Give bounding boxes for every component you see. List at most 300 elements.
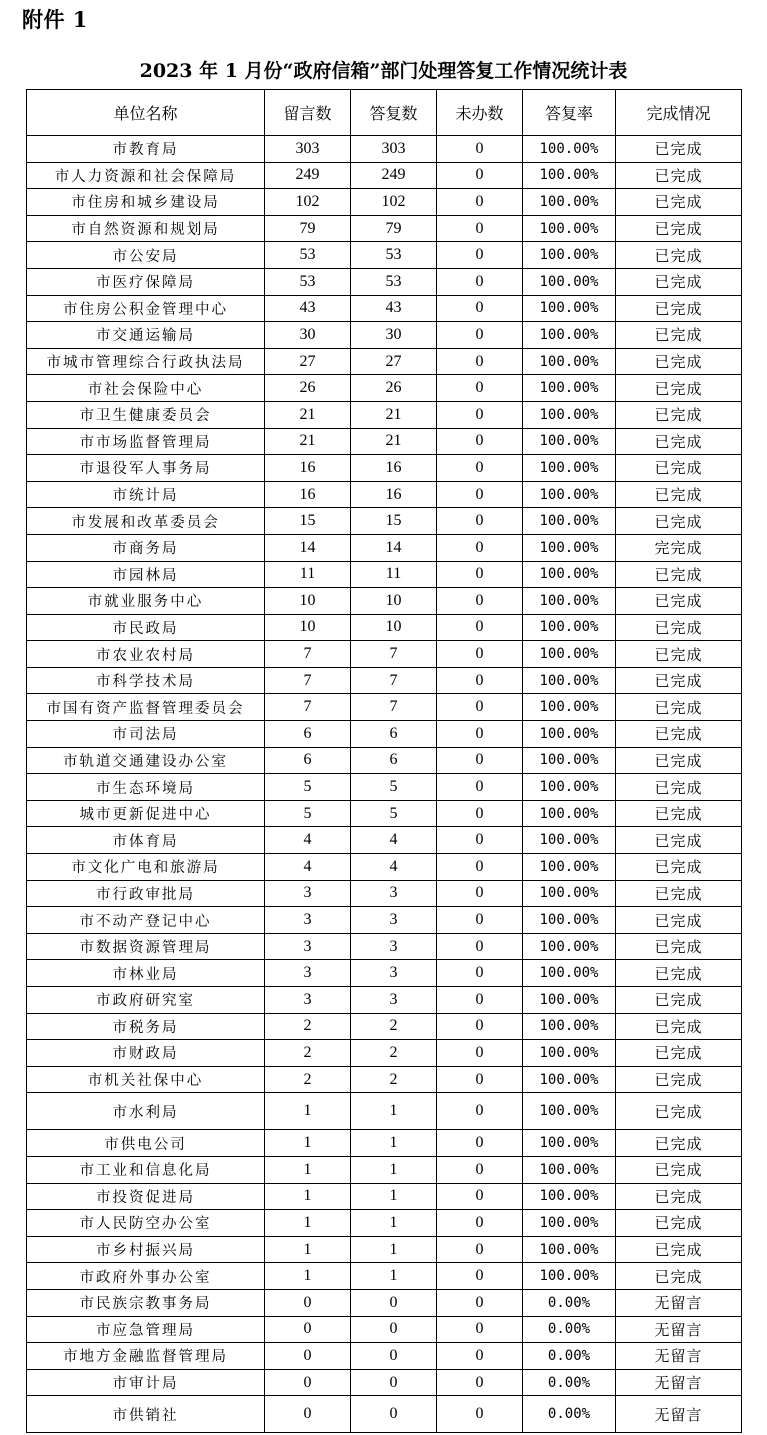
unit-name-cell: 市市场监督管理局 (27, 428, 265, 455)
pending-cell: 0 (437, 987, 523, 1014)
table-row (27, 827, 742, 854)
unit-name-cell: 市税务局 (27, 1013, 265, 1040)
reply-rate-cell: 100.00% (523, 375, 616, 402)
status-cell: 已完成 (616, 614, 742, 641)
reply-rate-cell: 100.00% (523, 455, 616, 482)
table-row (27, 1156, 742, 1183)
header-status: 完成情况 (616, 90, 742, 136)
unit-name-cell: 市司法局 (27, 721, 265, 748)
reply-rate-cell: 0.00% (523, 1316, 616, 1343)
messages-cell: 0 (265, 1316, 351, 1343)
status-cell: 已完成 (616, 774, 742, 801)
pending-cell: 0 (437, 428, 523, 455)
replies-cell: 21 (351, 428, 437, 455)
pending-cell: 0 (437, 747, 523, 774)
pending-cell: 0 (437, 1369, 523, 1396)
unit-name-cell: 市就业服务中心 (27, 588, 265, 615)
replies-cell: 1 (351, 1156, 437, 1183)
status-cell: 已完成 (616, 880, 742, 907)
replies-cell: 1 (351, 1093, 437, 1130)
messages-cell: 102 (265, 189, 351, 216)
reply-rate-cell: 0.00% (523, 1343, 616, 1370)
status-cell: 无留言 (616, 1316, 742, 1343)
table-row (27, 1066, 742, 1093)
unit-name-cell: 市民政局 (27, 614, 265, 641)
replies-cell: 15 (351, 508, 437, 535)
unit-name-cell: 市供电公司 (27, 1130, 265, 1157)
unit-name-cell: 市行政审批局 (27, 880, 265, 907)
reply-rate-cell: 100.00% (523, 242, 616, 269)
table-row (27, 455, 742, 482)
status-cell: 已完成 (616, 747, 742, 774)
reply-rate-cell: 100.00% (523, 1093, 616, 1130)
pending-cell: 0 (437, 375, 523, 402)
messages-cell: 11 (265, 561, 351, 588)
unit-name-cell: 市投资促进局 (27, 1183, 265, 1210)
messages-cell: 303 (265, 136, 351, 163)
pending-cell: 0 (437, 1013, 523, 1040)
status-cell: 已完成 (616, 189, 742, 216)
reply-rate-cell: 100.00% (523, 907, 616, 934)
table-row (27, 1343, 742, 1370)
replies-cell: 5 (351, 800, 437, 827)
table-row (27, 242, 742, 269)
reply-rate-cell: 100.00% (523, 1210, 616, 1237)
table-row (27, 1040, 742, 1067)
unit-name-cell: 市生态环境局 (27, 774, 265, 801)
messages-cell: 10 (265, 614, 351, 641)
table-row (27, 215, 742, 242)
table-row (27, 1289, 742, 1316)
unit-name-cell: 市人民防空办公室 (27, 1210, 265, 1237)
pending-cell: 0 (437, 1316, 523, 1343)
replies-cell: 0 (351, 1343, 437, 1370)
pending-cell: 0 (437, 827, 523, 854)
messages-cell: 1 (265, 1130, 351, 1157)
pending-cell: 0 (437, 1263, 523, 1290)
messages-cell: 3 (265, 907, 351, 934)
status-cell: 已完成 (616, 375, 742, 402)
messages-cell: 0 (265, 1369, 351, 1396)
table-row (27, 747, 742, 774)
status-cell: 已完成 (616, 1236, 742, 1263)
messages-cell: 3 (265, 987, 351, 1014)
replies-cell: 7 (351, 694, 437, 721)
reply-rate-cell: 100.00% (523, 428, 616, 455)
status-cell: 已完成 (616, 1210, 742, 1237)
reply-rate-cell: 100.00% (523, 401, 616, 428)
reply-rate-cell: 100.00% (523, 348, 616, 375)
messages-cell: 4 (265, 827, 351, 854)
messages-cell: 7 (265, 641, 351, 668)
status-cell: 已完成 (616, 721, 742, 748)
status-cell: 已完成 (616, 295, 742, 322)
reply-rate-cell: 100.00% (523, 136, 616, 163)
table-row (27, 1013, 742, 1040)
status-cell: 已完成 (616, 1183, 742, 1210)
messages-cell: 1 (265, 1263, 351, 1290)
reply-rate-cell: 100.00% (523, 1040, 616, 1067)
messages-cell: 53 (265, 268, 351, 295)
reply-rate-cell: 100.00% (523, 189, 616, 216)
messages-cell: 21 (265, 428, 351, 455)
messages-cell: 5 (265, 800, 351, 827)
replies-cell: 26 (351, 375, 437, 402)
reply-rate-cell: 100.00% (523, 641, 616, 668)
unit-name-cell: 市轨道交通建设办公室 (27, 747, 265, 774)
table-row (27, 136, 742, 163)
messages-cell: 1 (265, 1210, 351, 1237)
unit-name-cell: 市交通运输局 (27, 322, 265, 349)
pending-cell: 0 (437, 774, 523, 801)
reply-rate-cell: 100.00% (523, 215, 616, 242)
status-cell: 已完成 (616, 854, 742, 881)
replies-cell: 30 (351, 322, 437, 349)
reply-rate-cell: 100.00% (523, 1013, 616, 1040)
table-row (27, 1093, 742, 1130)
pending-cell: 0 (437, 561, 523, 588)
table-row (27, 348, 742, 375)
status-cell: 已完成 (616, 1130, 742, 1157)
messages-cell: 1 (265, 1156, 351, 1183)
table-row (27, 880, 742, 907)
status-cell: 已完成 (616, 667, 742, 694)
reply-rate-cell: 100.00% (523, 854, 616, 881)
status-cell: 已完成 (616, 162, 742, 189)
status-cell: 已完成 (616, 348, 742, 375)
table-body (27, 136, 742, 1433)
messages-cell: 4 (265, 854, 351, 881)
replies-cell: 6 (351, 747, 437, 774)
status-cell: 已完成 (616, 907, 742, 934)
unit-name-cell: 市科学技术局 (27, 667, 265, 694)
table-row (27, 588, 742, 615)
status-cell: 已完成 (616, 215, 742, 242)
header-reply-rate: 答复率 (523, 90, 616, 136)
messages-cell: 79 (265, 215, 351, 242)
reply-rate-cell: 100.00% (523, 588, 616, 615)
unit-name-cell: 市医疗保障局 (27, 268, 265, 295)
table-row (27, 933, 742, 960)
messages-cell: 5 (265, 774, 351, 801)
table-row (27, 295, 742, 322)
replies-cell: 10 (351, 588, 437, 615)
reply-rate-cell: 100.00% (523, 1236, 616, 1263)
replies-cell: 3 (351, 960, 437, 987)
status-cell: 已完成 (616, 268, 742, 295)
status-cell: 已完成 (616, 455, 742, 482)
pending-cell: 0 (437, 933, 523, 960)
replies-cell: 2 (351, 1066, 437, 1093)
reply-rate-cell: 100.00% (523, 933, 616, 960)
unit-name-cell: 市国有资产监督管理委员会 (27, 694, 265, 721)
header-unit-name: 单位名称 (27, 90, 265, 136)
messages-cell: 3 (265, 933, 351, 960)
table-row (27, 534, 742, 561)
pending-cell: 0 (437, 162, 523, 189)
reply-rate-cell: 100.00% (523, 614, 616, 641)
pending-cell: 0 (437, 401, 523, 428)
pending-cell: 0 (437, 1183, 523, 1210)
replies-cell: 3 (351, 987, 437, 1014)
pending-cell: 0 (437, 1156, 523, 1183)
table-row (27, 854, 742, 881)
reply-rate-cell: 100.00% (523, 322, 616, 349)
status-cell: 完完成 (616, 534, 742, 561)
unit-name-cell: 市退役军人事务局 (27, 455, 265, 482)
reply-rate-cell: 100.00% (523, 800, 616, 827)
unit-name-cell: 市社会保险中心 (27, 375, 265, 402)
table-row (27, 987, 742, 1014)
messages-cell: 249 (265, 162, 351, 189)
messages-cell: 30 (265, 322, 351, 349)
table-row (27, 641, 742, 668)
table-row (27, 800, 742, 827)
pending-cell: 0 (437, 215, 523, 242)
replies-cell: 16 (351, 481, 437, 508)
unit-name-cell: 市住房公积金管理中心 (27, 295, 265, 322)
messages-cell: 26 (265, 375, 351, 402)
table-row (27, 508, 742, 535)
replies-cell: 0 (351, 1396, 437, 1433)
status-cell: 已完成 (616, 960, 742, 987)
status-cell: 已完成 (616, 481, 742, 508)
annex-label: 附件 1 (22, 7, 88, 32)
status-cell: 已完成 (616, 1093, 742, 1130)
header-pending: 未办数 (437, 90, 523, 136)
status-cell: 已完成 (616, 1263, 742, 1290)
replies-cell: 53 (351, 268, 437, 295)
pending-cell: 0 (437, 268, 523, 295)
reply-rate-cell: 100.00% (523, 1066, 616, 1093)
replies-cell: 1 (351, 1236, 437, 1263)
unit-name-cell: 市乡村振兴局 (27, 1236, 265, 1263)
status-cell: 无留言 (616, 1343, 742, 1370)
replies-cell: 1 (351, 1183, 437, 1210)
status-cell: 无留言 (616, 1289, 742, 1316)
table-row (27, 189, 742, 216)
unit-name-cell: 市农业农村局 (27, 641, 265, 668)
messages-cell: 15 (265, 508, 351, 535)
status-cell: 已完成 (616, 933, 742, 960)
pending-cell: 0 (437, 295, 523, 322)
unit-name-cell: 市工业和信息化局 (27, 1156, 265, 1183)
table-row (27, 694, 742, 721)
reply-rate-cell: 100.00% (523, 987, 616, 1014)
replies-cell: 3 (351, 933, 437, 960)
pending-cell: 0 (437, 455, 523, 482)
unit-name-cell: 市自然资源和规划局 (27, 215, 265, 242)
reply-rate-cell: 100.00% (523, 721, 616, 748)
replies-cell: 11 (351, 561, 437, 588)
replies-cell: 3 (351, 907, 437, 934)
reply-rate-cell: 0.00% (523, 1396, 616, 1433)
pending-cell: 0 (437, 1066, 523, 1093)
table-row (27, 1183, 742, 1210)
reply-rate-cell: 100.00% (523, 1263, 616, 1290)
status-cell: 已完成 (616, 1040, 742, 1067)
messages-cell: 0 (265, 1396, 351, 1433)
replies-cell: 5 (351, 774, 437, 801)
table-row (27, 561, 742, 588)
table-row (27, 481, 742, 508)
reply-rate-cell: 100.00% (523, 508, 616, 535)
pending-cell: 0 (437, 960, 523, 987)
document-title: 2023 年 1 月份“政府信箱”部门处理答复工作情况统计表 (139, 60, 628, 82)
replies-cell: 2 (351, 1013, 437, 1040)
pending-cell: 0 (437, 1093, 523, 1130)
messages-cell: 0 (265, 1343, 351, 1370)
table-row (27, 667, 742, 694)
table-row (27, 1130, 742, 1157)
pending-cell: 0 (437, 1396, 523, 1433)
reply-rate-cell: 100.00% (523, 1156, 616, 1183)
status-cell: 已完成 (616, 800, 742, 827)
messages-cell: 21 (265, 401, 351, 428)
reply-rate-cell: 100.00% (523, 960, 616, 987)
pending-cell: 0 (437, 854, 523, 881)
reply-rate-cell: 100.00% (523, 1183, 616, 1210)
messages-cell: 3 (265, 960, 351, 987)
status-cell: 已完成 (616, 322, 742, 349)
reply-rate-cell: 100.00% (523, 1130, 616, 1157)
table-row (27, 907, 742, 934)
replies-cell: 7 (351, 641, 437, 668)
messages-cell: 7 (265, 694, 351, 721)
status-cell: 已完成 (616, 1013, 742, 1040)
status-cell: 无留言 (616, 1369, 742, 1396)
messages-cell: 6 (265, 721, 351, 748)
unit-name-cell: 市卫生健康委员会 (27, 401, 265, 428)
pending-cell: 0 (437, 534, 523, 561)
replies-cell: 16 (351, 455, 437, 482)
reply-rate-cell: 100.00% (523, 880, 616, 907)
pending-cell: 0 (437, 1236, 523, 1263)
replies-cell: 10 (351, 614, 437, 641)
unit-name-cell: 市水利局 (27, 1093, 265, 1130)
unit-name-cell: 市机关社保中心 (27, 1066, 265, 1093)
header-messages: 留言数 (265, 90, 351, 136)
replies-cell: 43 (351, 295, 437, 322)
table-row (27, 960, 742, 987)
messages-cell: 1 (265, 1093, 351, 1130)
unit-name-cell: 市审计局 (27, 1369, 265, 1396)
header-row (27, 90, 742, 136)
status-cell: 已完成 (616, 242, 742, 269)
unit-name-cell: 市不动产登记中心 (27, 907, 265, 934)
replies-cell: 249 (351, 162, 437, 189)
reply-rate-cell: 100.00% (523, 268, 616, 295)
table-row (27, 721, 742, 748)
replies-cell: 2 (351, 1040, 437, 1067)
pending-cell: 0 (437, 1343, 523, 1370)
status-cell: 已完成 (616, 827, 742, 854)
table-row (27, 1316, 742, 1343)
pending-cell: 0 (437, 348, 523, 375)
unit-name-cell: 市体育局 (27, 827, 265, 854)
reply-rate-cell: 100.00% (523, 534, 616, 561)
unit-name-cell: 市文化广电和旅游局 (27, 854, 265, 881)
status-cell: 已完成 (616, 987, 742, 1014)
reply-rate-cell: 100.00% (523, 162, 616, 189)
messages-cell: 2 (265, 1040, 351, 1067)
replies-cell: 27 (351, 348, 437, 375)
messages-cell: 10 (265, 588, 351, 615)
status-cell: 已完成 (616, 1156, 742, 1183)
status-cell: 已完成 (616, 561, 742, 588)
status-cell: 无留言 (616, 1396, 742, 1433)
reply-rate-cell: 100.00% (523, 481, 616, 508)
reply-rate-cell: 100.00% (523, 295, 616, 322)
messages-cell: 16 (265, 455, 351, 482)
messages-cell: 0 (265, 1289, 351, 1316)
pending-cell: 0 (437, 721, 523, 748)
table-row (27, 322, 742, 349)
unit-name-cell: 市政府外事办公室 (27, 1263, 265, 1290)
replies-cell: 7 (351, 667, 437, 694)
table-row (27, 268, 742, 295)
pending-cell: 0 (437, 667, 523, 694)
pending-cell: 0 (437, 800, 523, 827)
pending-cell: 0 (437, 189, 523, 216)
table-row (27, 375, 742, 402)
pending-cell: 0 (437, 1040, 523, 1067)
replies-cell: 4 (351, 827, 437, 854)
replies-cell: 21 (351, 401, 437, 428)
pending-cell: 0 (437, 614, 523, 641)
replies-cell: 4 (351, 854, 437, 881)
messages-cell: 2 (265, 1013, 351, 1040)
pending-cell: 0 (437, 136, 523, 163)
unit-name-cell: 市政府研究室 (27, 987, 265, 1014)
replies-cell: 53 (351, 242, 437, 269)
status-cell: 已完成 (616, 1066, 742, 1093)
unit-name-cell: 市统计局 (27, 481, 265, 508)
unit-name-cell: 市园林局 (27, 561, 265, 588)
messages-cell: 43 (265, 295, 351, 322)
table-row (27, 162, 742, 189)
pending-cell: 0 (437, 1210, 523, 1237)
unit-name-cell: 市财政局 (27, 1040, 265, 1067)
replies-cell: 14 (351, 534, 437, 561)
unit-name-cell: 市供销社 (27, 1396, 265, 1433)
status-cell: 已完成 (616, 136, 742, 163)
pending-cell: 0 (437, 481, 523, 508)
pending-cell: 0 (437, 641, 523, 668)
table-row (27, 428, 742, 455)
replies-cell: 6 (351, 721, 437, 748)
replies-cell: 1 (351, 1130, 437, 1157)
status-cell: 已完成 (616, 641, 742, 668)
messages-cell: 14 (265, 534, 351, 561)
replies-cell: 0 (351, 1369, 437, 1396)
table-row (27, 774, 742, 801)
replies-cell: 3 (351, 880, 437, 907)
messages-cell: 7 (265, 667, 351, 694)
messages-cell: 2 (265, 1066, 351, 1093)
replies-cell: 0 (351, 1289, 437, 1316)
unit-name-cell: 市住房和城乡建设局 (27, 189, 265, 216)
reply-rate-cell: 0.00% (523, 1369, 616, 1396)
messages-cell: 1 (265, 1183, 351, 1210)
table-row (27, 614, 742, 641)
pending-cell: 0 (437, 588, 523, 615)
pending-cell: 0 (437, 242, 523, 269)
replies-cell: 303 (351, 136, 437, 163)
unit-name-cell: 市林业局 (27, 960, 265, 987)
pending-cell: 0 (437, 1289, 523, 1316)
reply-rate-cell: 0.00% (523, 1289, 616, 1316)
